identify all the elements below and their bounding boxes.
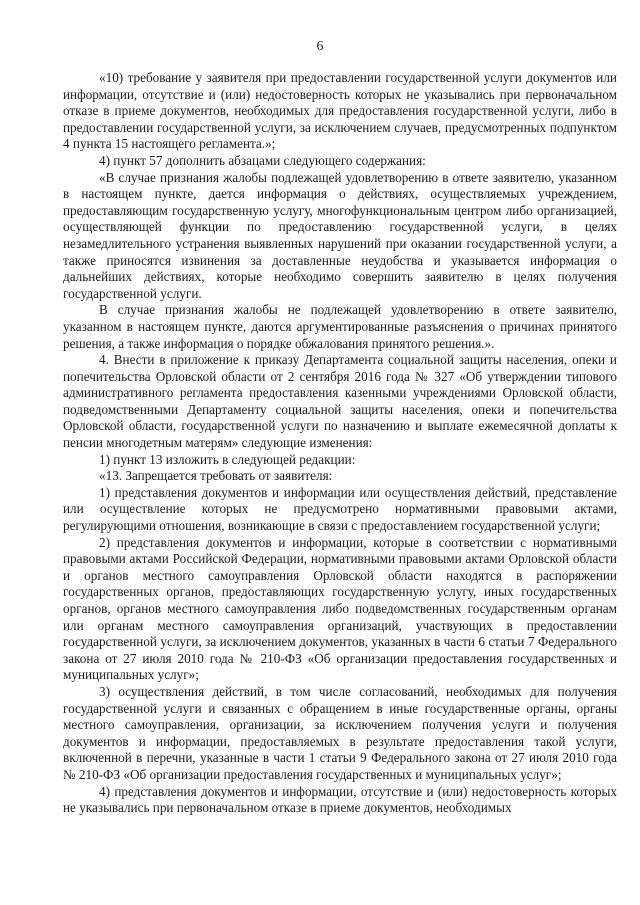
- paragraph-item-10-amendment: «10) требование у заявителя при предоставлении государственной услуги документов или информации, отсутствие и (или) недостоверность которых не указывались при первоначальном отказе в приеме документов, необходимых для предоставления государственной услуги, либо в предоставлении государственной услуги, за исключением случаев, предусмотренных подпунктом 4 пункта 15 настоящего регламента.»;: [63, 70, 617, 152]
- paragraph-point-57-intro: 4) пункт 57 дополнить абзацами следующего содержания:: [99, 152, 426, 168]
- paragraph-section-4-amendments: 4. Внести в приложение к приказу Департамента социальной защиты населения, опеки и попечительства Орловской области от 2 сентября 2016 года № 327 «Об утверждении типового административного регламента предоставления казенными учреждениями Орловской области, подведомственными Департаменту социальной защиты населения, опеки и попечительства Орловской области, государственной услуги по назначению и выплате ежемесячной доплаты к пенсии многодетным матерям» следующие изменения:: [63, 352, 617, 451]
- paragraph-prohibition-2: 2) представления документов и информации, которые в соответствии с нормативными правовыми актами Российской Федерации, нормативными правовыми актами Орловской области и органов местного самоуправления Орловской области находятся в распоряжении государственных органов, предоставляющих государственную услугу, иных государственных органов, органов местного самоуправления либо подведомственных государственным органам или органам местного самоуправления организаций, участвующих в предоставлении государственной услуги, за исключением документов, указанных в части 6 статьи 7 Федерального закона от 27 июля 2010 года № 210-ФЗ «Об организации предоставления государственных и муниципальных услуг»;: [63, 534, 617, 683]
- document-body: [63, 70, 617, 817]
- paragraph-prohibition-4: 4) представления документов и информации, отсутствие и (или) недостоверность которых не указывались при первоначальном отказе в приеме документов, необходимых: [63, 783, 617, 816]
- paragraph-complaint-satisfied: «В случае признания жалобы подлежащей удовлетворению в ответе заявителю, указанном в настоящем пункте, дается информация о действиях, осуществляемых учреждением, предоставляющим государственную услугу, многофункциональным центром либо организацией, осуществляющей функции по предоставлению государственной услуги, в целях незамедлительного устранения выявленных нарушений при оказании государственной услуги, а также приносятся извинения за доставленные неудобства и указывается информация о дальнейших действиях, которые необходимо совершить заявителю в целях получения государственной услуги.: [63, 169, 617, 301]
- paragraph-prohibition-1: 1) представления документов и информации или осуществления действий, представление или осуществление которых не предусмотрено нормативными правовыми актами, регулирующими отношения, возникающие в связи с предоставлением государственной услуги;: [63, 484, 617, 534]
- paragraph-complaint-rejected: В случае признания жалобы не подлежащей удовлетворению в ответе заявителю, указанном в настоящем пункте, даются аргументированные разъяснения о причинах принятого решения, а также информация о порядке обжалования принятого решения.».: [63, 302, 617, 351]
- paragraph-point-13-heading: «13. Запрещается требовать от заявителя:: [99, 468, 333, 484]
- page-number: 6: [316, 38, 324, 53]
- paragraph-prohibition-3: 3) осуществления действий, в том числе согласований, необходимых для получения государственной услуги и связанных с обращением в иные государственные органы, органы местного самоуправления, организации, за исключением получения услуги и получения документов и информации, предоставляемых в результате предоставления такой услуги, включенной в перечни, указанные в части 1 статьи 9 Федерального закона от 27 июля 2010 года № 210-ФЗ «Об организации предоставления государственных и муниципальных услуг»;: [63, 683, 617, 782]
- paragraph-point-13-intro: 1) пункт 13 изложить в следующей редакции:: [99, 451, 356, 467]
